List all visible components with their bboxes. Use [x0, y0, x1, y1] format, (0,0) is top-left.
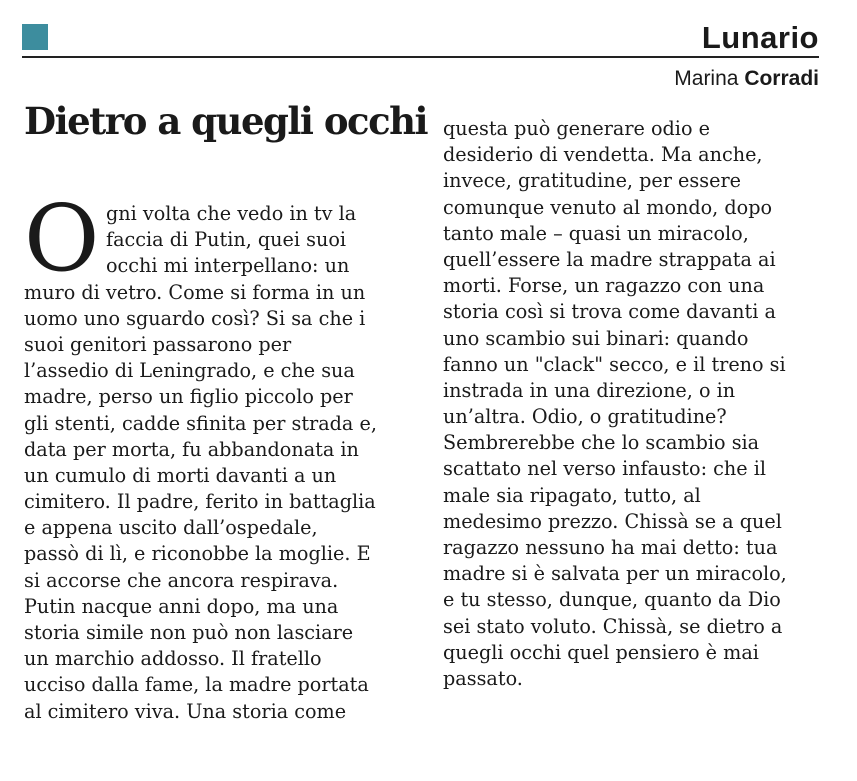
body-line: storia simile non può non lasciare: [24, 621, 354, 645]
body-line: Putin nacque anni dopo, ma una: [24, 594, 339, 618]
body-line: quell’essere la madre strappata ai: [443, 247, 776, 271]
body-line: quegli occhi quel pensiero è mai: [443, 640, 759, 664]
body-line: muro di vetro. Come si forma in un: [24, 280, 366, 304]
body-line: data per morta, fu abbandonata in: [24, 437, 359, 461]
body-line: morti. Forse, un ragazzo con una: [443, 274, 765, 298]
body-line: storia così si trova come davanti a: [443, 300, 776, 324]
article-headline: Dietro a quegli occhi: [24, 99, 428, 143]
body-line: questa può generare odio e: [443, 117, 710, 140]
rubric-title: Lunario: [701, 20, 819, 55]
article-column-left: [24, 185, 396, 725]
body-line: Sembrerebbe che lo scambio sia: [443, 431, 760, 455]
body-line: al cimitero viva. Una storia come: [24, 699, 347, 723]
body-line: sei stato voluto. Chissà, se dietro a: [443, 614, 783, 638]
author-byline: [674, 66, 819, 92]
body-line: e appena uscito dall’ospedale,: [24, 516, 318, 540]
body-line: un cumulo di morti davanti a un: [24, 463, 337, 487]
article-column-right: [443, 116, 823, 692]
body-line: tanto male – quasi un miracolo,: [443, 221, 749, 245]
section-badge: [22, 24, 48, 50]
body-line: madre si è salvata per un miracolo,: [443, 562, 787, 586]
body-line: ragazzo nessuno ha mai detto: tua: [443, 536, 778, 559]
body-line: occhi mi interpellano: un: [106, 254, 350, 278]
body-line: ucciso dalla fame, la madre portata: [24, 673, 369, 697]
header-rule: [22, 56, 819, 58]
body-line: comunque venuto al mondo, dopo: [443, 195, 773, 219]
body-line: desiderio di vendetta. Ma anche,: [443, 143, 763, 167]
body-line: madre, perso un figlio piccolo per: [24, 385, 353, 409]
body-line: uno scambio sui binari: quando: [443, 326, 749, 350]
body-line: e tu stesso, dunque, quanto da Dio: [443, 588, 781, 612]
author-first-name: Marina: [674, 67, 739, 90]
body-line: fanno un "clack" secco, e il treno si: [443, 352, 786, 376]
body-line: cimitero. Il padre, ferito in battaglia: [24, 490, 376, 514]
body-line: l’assedio di Leningrado, e che sua: [24, 359, 355, 383]
body-line: un’altra. Odio, o gratitudine?: [443, 405, 727, 429]
body-line: passato.: [443, 666, 523, 690]
body-line: gni volta che vedo in tv la: [106, 202, 357, 225]
body-line: gli stenti, cadde sfinita per strada e,: [24, 411, 377, 435]
body-line: medesimo prezzo. Chissà se a quel: [443, 509, 782, 533]
body-line: passò di lì, e riconobbe la moglie. E: [24, 542, 371, 566]
body-line: scattato nel verso infausto: che il: [443, 457, 766, 481]
body-line: male sia ripagato, tutto, al: [443, 483, 701, 507]
body-line: si accorse che ancora respirava.: [24, 568, 339, 592]
body-line: suoi genitori passarono per: [24, 332, 292, 356]
body-line: faccia di Putin, quei suoi: [106, 228, 347, 252]
body-line: un marchio addosso. Il fratello: [24, 647, 322, 671]
author-last-name: Corradi: [744, 67, 819, 90]
body-line: uomo uno sguardo così? Si sa che i: [24, 306, 366, 330]
body-line: instrada in una direzione, o in: [443, 378, 736, 402]
drop-cap: O: [24, 185, 100, 292]
body-line: invece, gratitudine, per essere: [443, 169, 741, 193]
